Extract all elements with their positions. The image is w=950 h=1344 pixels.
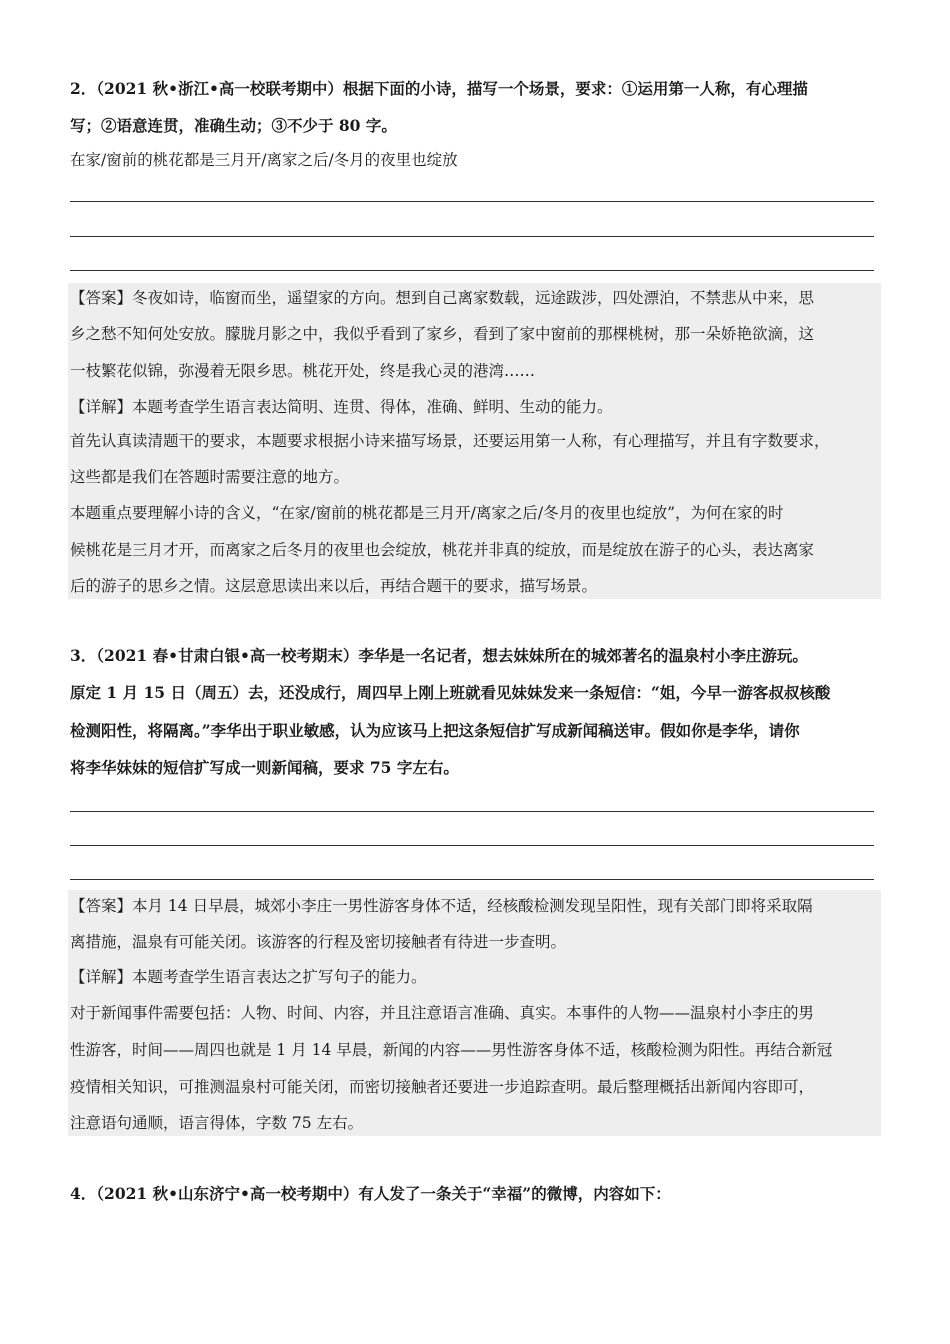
answer-rule bbox=[70, 811, 874, 812]
q3-answer-line: 离措施，温泉有可能关闭。该游客的行程及密切接触者有待进一步查明。 bbox=[70, 933, 567, 951]
q2-answer-line: 【答案】冬夜如诗，临窗而坐，遥望家的方向。想到自己离家数载，远途跋涉，四处漂泊，不禁悲从中来，思 bbox=[70, 289, 815, 307]
q2-poem: 在家/窗前的桃花都是三月开/离家之后/冬月的夜里也绽放 bbox=[70, 151, 458, 169]
q2-explanation-line: 本题重点要理解小诗的含义，“在家/窗前的桃花都是三月开/离家之后/冬月的夜里也绽放”，为何在家的时 bbox=[70, 504, 784, 522]
q3-explanation-line: 【详解】本题考查学生语言表达之扩写句子的能力。 bbox=[70, 968, 427, 986]
q3-stem-line-4: 将李华妹妹的短信扩写成一则新闻稿，要求 75 字左右。 bbox=[70, 758, 459, 777]
answer-rule bbox=[70, 236, 874, 237]
q2-stem-line-1: 2．（2021 秋•浙江•高一校联考期中）根据下面的小诗，描写一个场景，要求：①运用第一人称，有心理描 bbox=[70, 79, 808, 98]
q2-stem-line-2: 写；②语意连贯，准确生动；③不少于 80 字。 bbox=[70, 116, 397, 135]
q2-answer-line: 乡之愁不知何处安放。朦胧月影之中，我似乎看到了家乡，看到了家中窗前的那棵桃树，那一朵娇艳欲滴，这 bbox=[70, 325, 815, 343]
q2-explanation-line: 这些都是我们在答题时需要注意的地方。 bbox=[70, 468, 350, 486]
q2-answer-line: 一枝繁花似锦，弥漫着无限乡思。桃花开处，终是我心灵的港湾…… bbox=[70, 362, 536, 380]
q3-explanation-line: 性游客，时间——周四也就是 1 月 14 早晨，新闻的内容——男性游客身体不适，核酸检测为阳性。再结合新冠 bbox=[70, 1041, 833, 1059]
q2-explanation-line: 【详解】本题考查学生语言表达简明、连贯、得体，准确、鲜明、生动的能力。 bbox=[70, 398, 613, 416]
q3-explanation-line: 疫情相关知识，可推测温泉村可能关闭，而密切接触者还要进一步追踪查明。最后整理概括出新闻内容即可， bbox=[70, 1078, 815, 1096]
answer-rule bbox=[70, 845, 874, 846]
q3-explanation-line: 注意语句通顺，语言得体，字数 75 左右。 bbox=[70, 1114, 364, 1132]
answer-rule bbox=[70, 879, 874, 880]
q4-stem: 4．（2021 秋•山东济宁•高一校考期中）有人发了一条关于“幸福”的微博，内容如下： bbox=[70, 1184, 671, 1203]
q3-answer-line: 【答案】本月 14 日早晨，城郊小李庄一男性游客身体不适，经核酸检测发现呈阳性，现有关部门即将采取隔 bbox=[70, 897, 813, 915]
q3-stem-line-1: 3．（2021 春•甘肃白银•高一校考期末）李华是一名记者，想去妹妹所在的城郊著名的温泉村小李庄游玩。 bbox=[70, 646, 808, 665]
q2-explanation-line: 首先认真读清题干的要求，本题要求根据小诗来描写场景，还要运用第一人称，有心理描写，并且有字数要求， bbox=[70, 432, 830, 450]
q3-explanation-line: 对于新闻事件需要包括：人物、时间、内容，并且注意语言准确、真实。本事件的人物——温泉村小李庄的男 bbox=[70, 1004, 815, 1022]
answer-rule bbox=[70, 270, 874, 271]
q3-stem-line-2: 原定 1 月 15 日（周五）去，还没成行，周四早上刚上班就看见妹妹发来一条短信：“姐，今早一游客叔叔核酸 bbox=[70, 683, 831, 702]
q2-explanation-line: 后的游子的思乡之情。这层意思读出来以后，再结合题干的要求，描写场景。 bbox=[70, 577, 598, 595]
answer-rule bbox=[70, 201, 874, 202]
q3-stem-line-3: 检测阳性，将隔离。”李华出于职业敏感，认为应该马上把这条短信扩写成新闻稿送审。假如你是李华，请你 bbox=[70, 721, 800, 740]
q2-explanation-line: 候桃花是三月才开，而离家之后冬月的夜里也会绽放，桃花并非真的绽放，而是绽放在游子的心头，表达离家 bbox=[70, 541, 815, 559]
